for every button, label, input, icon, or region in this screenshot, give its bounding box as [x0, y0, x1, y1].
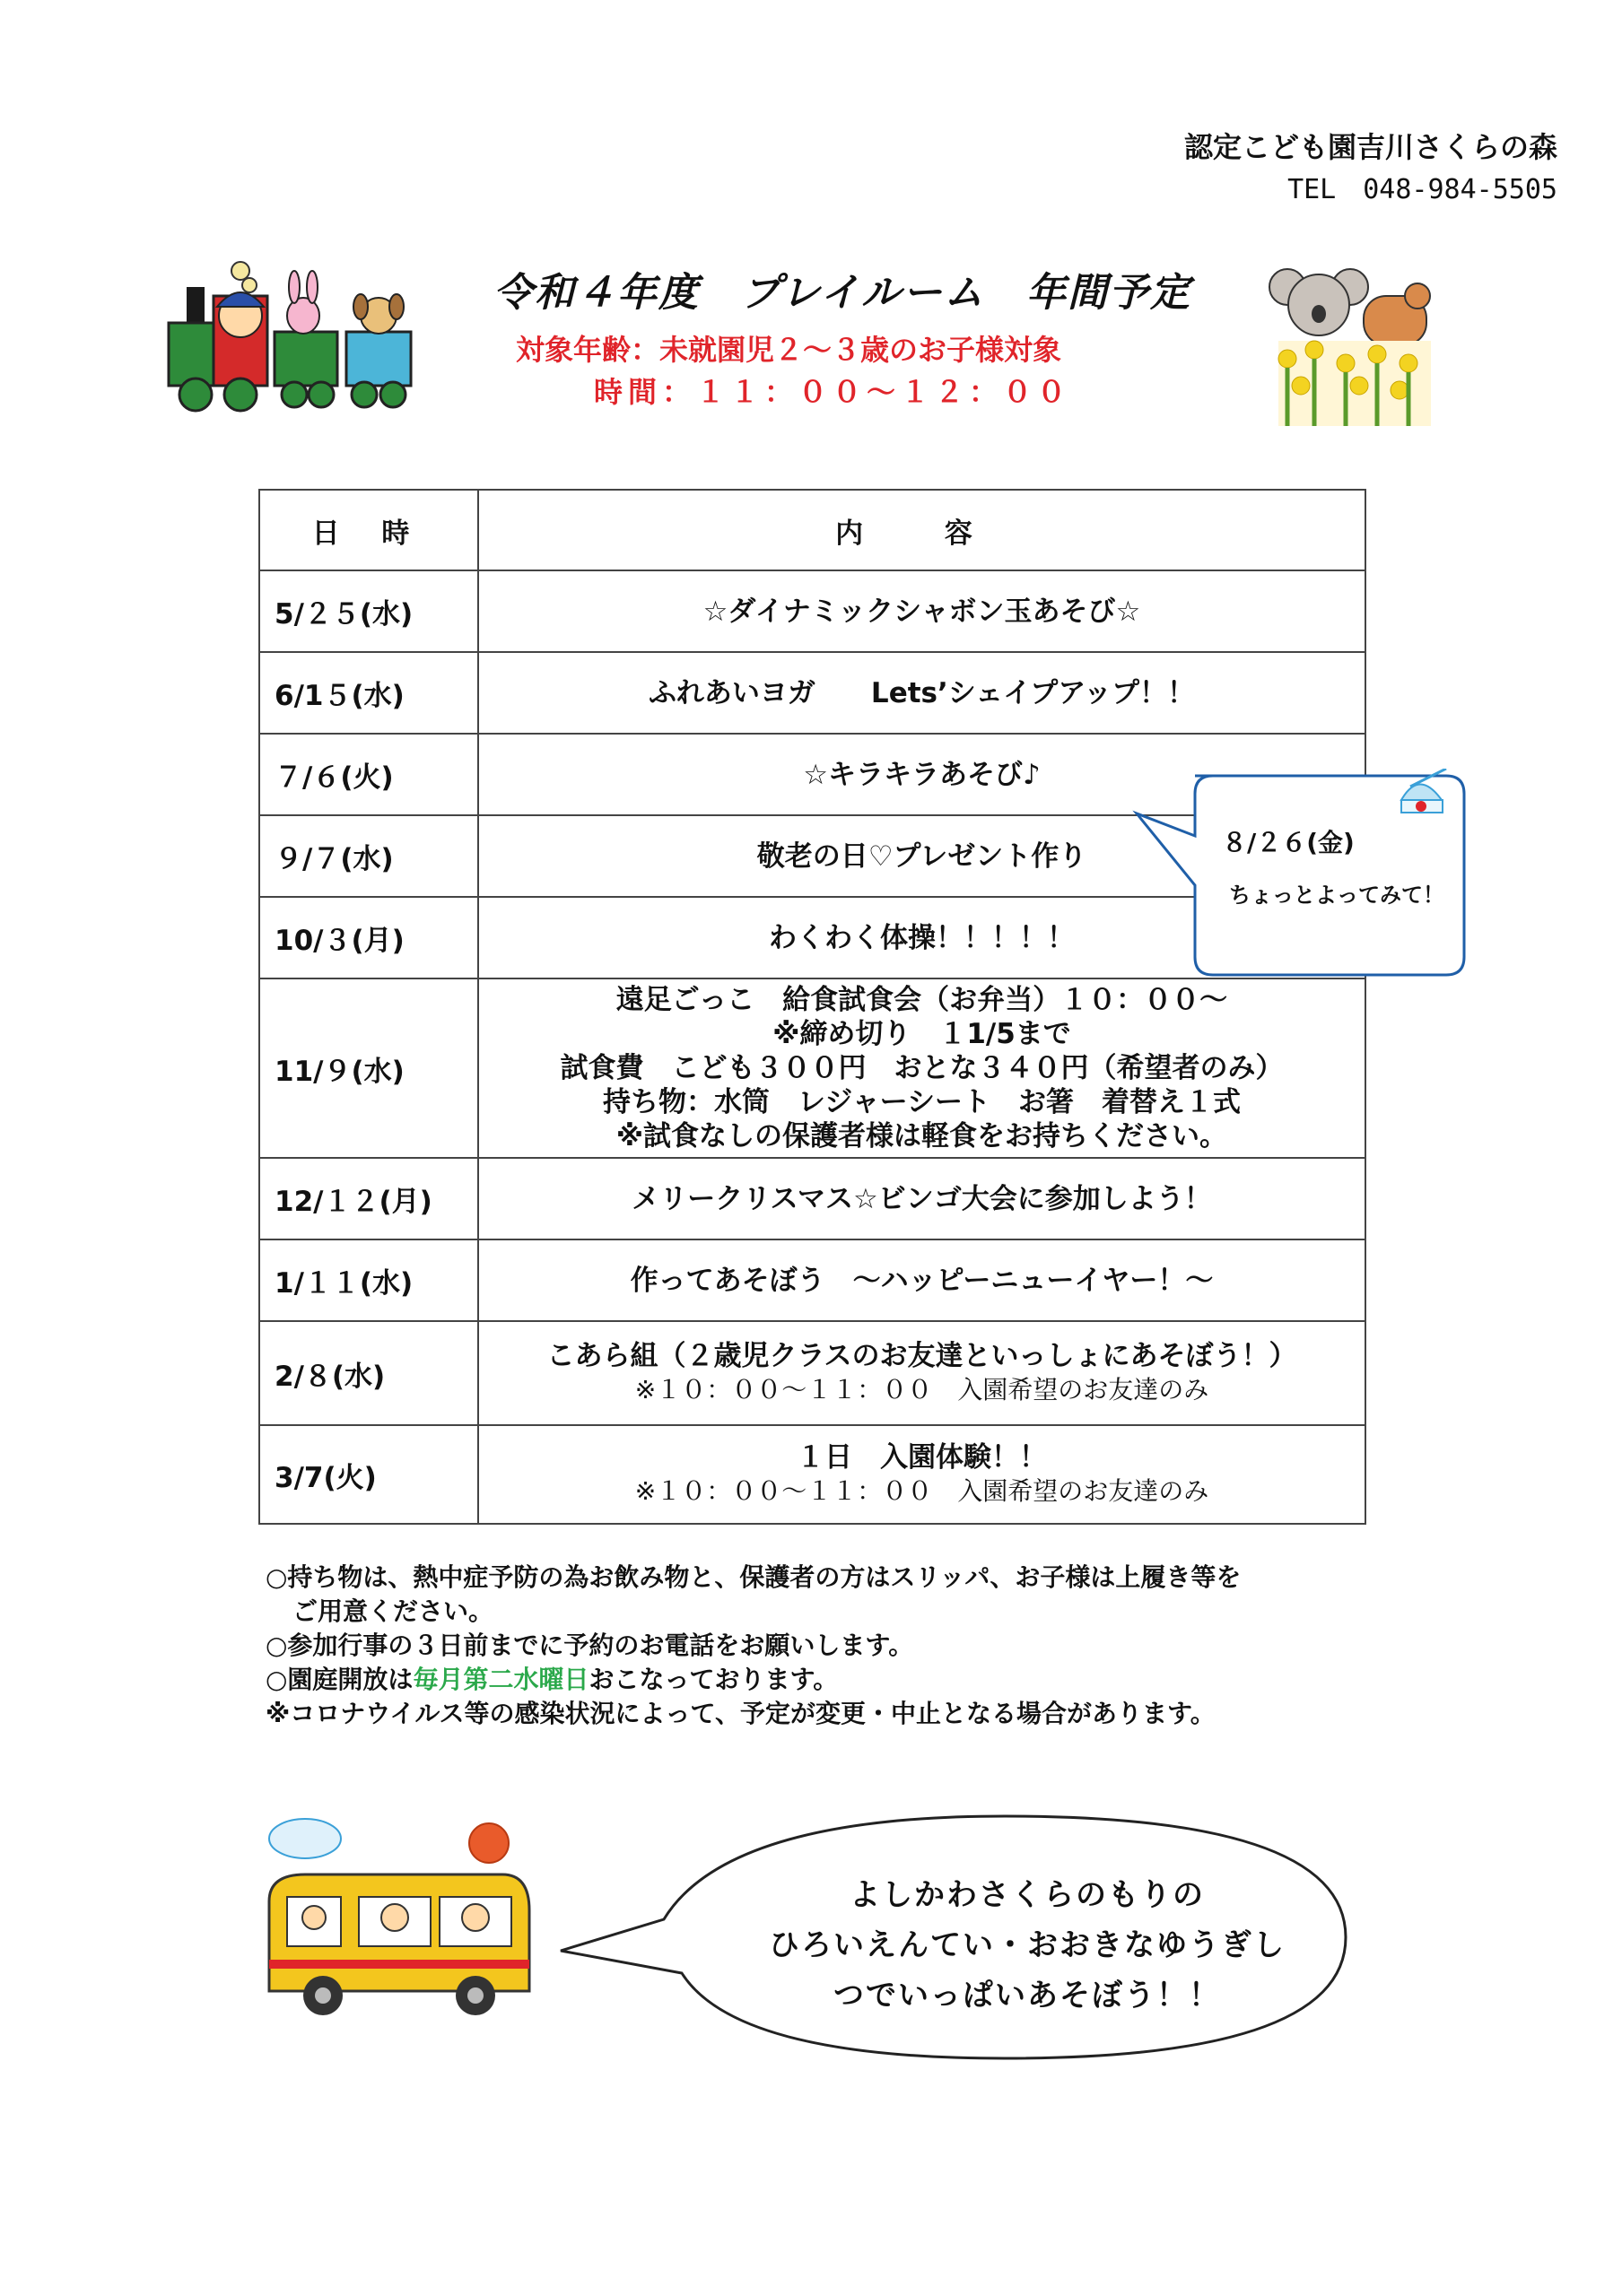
- schedule-table: [258, 489, 1366, 1525]
- row-content-line: 敬老の日♡プレゼント作り: [756, 839, 1087, 873]
- row-content-line: ※試食なしの保護者様は軽食をお持ちください。: [615, 1120, 1228, 1152]
- header-content: 内 容: [478, 490, 1365, 570]
- row-date: ９/７(水): [259, 815, 478, 897]
- row-content: [478, 978, 1365, 1158]
- koala-squirrel-illustration: [1260, 260, 1440, 430]
- notes-block: [266, 1561, 1241, 1731]
- bus-illustration: [260, 1812, 547, 2036]
- cloud-icon: [269, 1819, 341, 1858]
- sun-icon: [469, 1823, 509, 1863]
- table-row: [259, 1321, 1365, 1425]
- note-item: [266, 1663, 1241, 1697]
- row-content-line: ☆キラキラあそび♪: [803, 758, 1041, 791]
- note-item: ○持ち物は、熱中症予防の為お飲み物と、保護者の方はスリッパ、お子様は上履き等を: [266, 1562, 1242, 1592]
- table-header-row: [259, 490, 1365, 570]
- row-date: 11/９(水): [259, 978, 478, 1158]
- row-content-line: メリークリスマス☆ビンゴ大会に参加しよう！: [632, 1182, 1212, 1215]
- row-content: [478, 570, 1365, 652]
- row-date: 6/1５(水): [259, 652, 478, 734]
- speech-line: よしかわさくらのもりの: [850, 1877, 1205, 1913]
- row-content-line: ※１０：００～１１：００ 入園希望のお友達のみ: [634, 1476, 1209, 1506]
- row-content-line: ※締め切り １1/5まで: [772, 1018, 1071, 1050]
- table-row: [259, 1425, 1365, 1524]
- row-content: [478, 1239, 1365, 1321]
- note-text: おこなっております。: [589, 1665, 839, 1694]
- row-content-line: 試食費 こども３００円 おとな３４０円（希望者のみ）: [560, 1052, 1284, 1084]
- row-content-line: 遠足ごっこ 給食試食会（お弁当）１０：００～: [615, 984, 1228, 1016]
- row-content: [478, 1321, 1365, 1425]
- note-item: ※コロナウイルス等の感染状況によって、予定が変更・中止となる場合があります。: [266, 1699, 1216, 1728]
- table-row: [259, 978, 1365, 1158]
- table-row: [259, 1239, 1365, 1321]
- note-item: ご用意ください。: [292, 1596, 494, 1626]
- note-item: ○参加行事の３日前までに予約のお電話をお願いします。: [266, 1631, 914, 1660]
- table-row: [259, 570, 1365, 652]
- row-content: [478, 1158, 1365, 1239]
- row-content-line: わくわく体操！！！！！: [769, 921, 1075, 954]
- speech-bubble-text: [646, 1870, 1408, 2021]
- page-title: 令和４年度 プレイルーム 年間予定: [493, 270, 1192, 316]
- row-content-line: １日 入園体験！！: [797, 1441, 1047, 1474]
- speech-line: ひろいえんてい・おおきなゆうぎし: [769, 1927, 1286, 1963]
- row-date: 2/８(水): [259, 1321, 478, 1425]
- row-date: 10/３(月): [259, 897, 478, 978]
- row-content-line: ふれあいヨガ Lets’シェイプアップ！！: [648, 676, 1196, 709]
- row-date: 1/１１(水): [259, 1239, 478, 1321]
- row-date: ７/６(火): [259, 734, 478, 815]
- row-date: 12/１２(月): [259, 1158, 478, 1239]
- note-highlight: 毎月第二水曜日: [413, 1665, 589, 1694]
- train-illustration: [160, 260, 447, 430]
- row-content-line: ☆ダイナミックシャボン玉あそび☆: [702, 595, 1141, 628]
- row-content-line: 作ってあそぼう ～ハッピーニューイヤー！～: [630, 1264, 1214, 1297]
- header-date: 日 時: [259, 490, 478, 570]
- row-content-line: ※１０：００～１１：００ 入園希望のお友達のみ: [634, 1375, 1209, 1405]
- note-text: ○園庭開放は: [266, 1665, 414, 1694]
- target-age: 対象年齢：未就園児２～３歳のお子様対象: [516, 333, 1062, 367]
- organization-block: [1184, 126, 1557, 212]
- table-row: [259, 652, 1365, 734]
- row-content-line: こあら組（２歳児クラスのお友達といっしょにあそぼう！）: [546, 1340, 1297, 1372]
- row-date: 3/7(火): [259, 1425, 478, 1524]
- session-time: 時間：１１：００～１２：００: [594, 375, 1072, 409]
- callout-text: ちょっとよってみて！: [1229, 883, 1444, 908]
- row-content-line: 持ち物：水筒 レジャーシート お箸 着替え１式: [603, 1086, 1241, 1118]
- callout-bubble: [1132, 769, 1473, 984]
- row-content: [478, 652, 1365, 734]
- callout-date: ８/２６(金): [1222, 828, 1355, 857]
- table-row: [259, 1158, 1365, 1239]
- row-date: 5/２５(水): [259, 570, 478, 652]
- row-content: [478, 1425, 1365, 1524]
- speech-line: つでいっぱいあそぼう！！: [833, 1978, 1221, 2013]
- organization-tel: TEL 048-984-5505: [1287, 174, 1557, 205]
- organization-name: 認定こども園吉川さくらの森: [1183, 130, 1557, 164]
